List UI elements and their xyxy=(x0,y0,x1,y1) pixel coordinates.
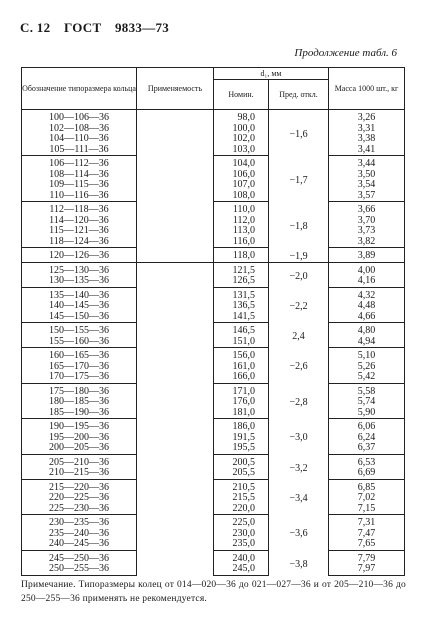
table-note: Примечание. Типоразмеры колец от 014—020—36 до 021—027—36 и от 205—210—36 до 250—255—36 применять не рекомендуется. xyxy=(21,580,406,604)
table-row xyxy=(22,468,405,479)
cell-nominal: 112,0 xyxy=(214,216,269,227)
cell-nominal: 205,5 xyxy=(214,468,269,479)
cell-deviation: −2,2 xyxy=(269,287,329,323)
cell-deviation: −1,7 xyxy=(269,156,329,202)
table-row xyxy=(22,301,405,312)
table-row xyxy=(22,134,405,145)
cell-nominal: 146,5 xyxy=(214,323,269,337)
cell-deviation: −1,8 xyxy=(269,202,329,248)
table-continued-caption: Продолжение табл. 6 xyxy=(294,47,397,59)
cell-designation: 108—114—36 xyxy=(22,170,137,181)
cell-mass: 4,48 xyxy=(329,301,405,312)
cell-designation: 190—195—36 xyxy=(22,419,137,433)
table-row xyxy=(22,145,405,156)
table-row xyxy=(22,515,405,529)
cell-nominal: 131,5 xyxy=(214,287,269,301)
cell-designation: 180—185—36 xyxy=(22,397,137,408)
cell-designation: 110—116—36 xyxy=(22,191,137,202)
cell-nominal: 166,0 xyxy=(214,372,269,383)
cell-mass: 3,54 xyxy=(329,180,405,191)
table-row xyxy=(22,248,405,263)
table-row xyxy=(22,550,405,564)
cell-nominal: 103,0 xyxy=(214,145,269,156)
cell-mass: 3,31 xyxy=(329,124,405,135)
table-row xyxy=(22,156,405,170)
cell-application xyxy=(137,454,214,479)
cell-mass: 3,44 xyxy=(329,156,405,170)
cell-designation: 235—240—36 xyxy=(22,529,137,540)
cell-mass: 4,32 xyxy=(329,287,405,301)
cell-deviation: −1,6 xyxy=(269,110,329,156)
cell-designation: 230—235—36 xyxy=(22,515,137,529)
cell-designation: 200—205—36 xyxy=(22,443,137,454)
table-row xyxy=(22,397,405,408)
cell-mass: 7,02 xyxy=(329,493,405,504)
cell-application xyxy=(137,262,214,287)
table-row xyxy=(22,191,405,202)
cell-application xyxy=(137,419,214,455)
cell-mass: 6,85 xyxy=(329,479,405,493)
cell-mass: 4,16 xyxy=(329,276,405,287)
cell-designation: 240—245—36 xyxy=(22,539,137,550)
header-mass: Масса 1000 шт., кг xyxy=(329,68,405,110)
cell-deviation: −3,4 xyxy=(269,479,329,515)
cell-designation: 225—230—36 xyxy=(22,504,137,515)
cell-deviation: 2,4 xyxy=(269,323,329,348)
cell-nominal: 220,0 xyxy=(214,504,269,515)
table-row xyxy=(22,383,405,397)
cell-nominal: 215,5 xyxy=(214,493,269,504)
table-row xyxy=(22,262,405,276)
cell-designation: 115—121—36 xyxy=(22,226,137,237)
cell-mass: 7,97 xyxy=(329,564,405,575)
cell-nominal: 126,5 xyxy=(214,276,269,287)
cell-mass: 3,50 xyxy=(329,170,405,181)
table-row xyxy=(22,443,405,454)
cell-designation: 120—126—36 xyxy=(22,248,137,263)
cell-mass: 5,74 xyxy=(329,397,405,408)
cell-designation: 145—150—36 xyxy=(22,312,137,323)
cell-designation: 104—110—36 xyxy=(22,134,137,145)
cell-nominal: 181,0 xyxy=(214,408,269,419)
table-row xyxy=(22,237,405,248)
cell-designation: 118—124—36 xyxy=(22,237,137,248)
table-row xyxy=(22,564,405,575)
cell-mass: 5,26 xyxy=(329,362,405,373)
table-row xyxy=(22,408,405,419)
cell-application xyxy=(137,287,214,323)
cell-mass: 4,94 xyxy=(329,337,405,348)
cell-designation: 170—175—36 xyxy=(22,372,137,383)
cell-mass: 3,82 xyxy=(329,237,405,248)
cell-mass: 3,57 xyxy=(329,191,405,202)
cell-nominal: 176,0 xyxy=(214,397,269,408)
cell-nominal: 102,0 xyxy=(214,134,269,145)
cell-designation: 140—145—36 xyxy=(22,301,137,312)
cell-nominal: 195,5 xyxy=(214,443,269,454)
cell-mass: 4,66 xyxy=(329,312,405,323)
cell-nominal: 106,0 xyxy=(214,170,269,181)
cell-designation: 130—135—36 xyxy=(22,276,137,287)
cell-mass: 5,10 xyxy=(329,348,405,362)
cell-designation: 106—112—36 xyxy=(22,156,137,170)
header-application: Применяемость xyxy=(137,68,214,110)
cell-deviation: −2,6 xyxy=(269,348,329,384)
cell-application xyxy=(137,383,214,419)
cell-mass: 5,90 xyxy=(329,408,405,419)
cell-mass: 5,42 xyxy=(329,372,405,383)
cell-nominal: 240,0 xyxy=(214,550,269,564)
cell-nominal: 151,0 xyxy=(214,337,269,348)
cell-mass: 6,24 xyxy=(329,433,405,444)
cell-nominal: 118,0 xyxy=(214,248,269,263)
page-number: С. 12 xyxy=(20,20,51,35)
table-header xyxy=(22,68,405,110)
table-row xyxy=(22,348,405,362)
table-row xyxy=(22,454,405,468)
cell-mass: 5,58 xyxy=(329,383,405,397)
table-row xyxy=(22,312,405,323)
cell-application xyxy=(137,156,214,202)
cell-deviation: −3,0 xyxy=(269,419,329,455)
cell-application xyxy=(137,248,214,263)
cell-nominal: 98,0 xyxy=(214,110,269,124)
cell-application xyxy=(137,515,214,551)
cell-nominal: 136,5 xyxy=(214,301,269,312)
cell-nominal: 104,0 xyxy=(214,156,269,170)
cell-deviation: −3,2 xyxy=(269,454,329,479)
cell-mass: 6,37 xyxy=(329,443,405,454)
cell-designation: 150—155—36 xyxy=(22,323,137,337)
header-deviation: Пред. откл. xyxy=(269,80,329,110)
cell-deviation: −3,6 xyxy=(269,515,329,551)
rings-table xyxy=(21,67,405,576)
cell-nominal: 210,5 xyxy=(214,479,269,493)
standard-number: 9833—73 xyxy=(115,20,170,35)
cell-nominal: 171,0 xyxy=(214,383,269,397)
header-designation: Обозначение типоразмера кольца xyxy=(22,68,137,110)
cell-mass: 3,70 xyxy=(329,216,405,227)
cell-designation: 135—140—36 xyxy=(22,287,137,301)
cell-designation: 160—165—36 xyxy=(22,348,137,362)
cell-designation: 105—111—36 xyxy=(22,145,137,156)
table-row xyxy=(22,337,405,348)
cell-nominal: 121,5 xyxy=(214,262,269,276)
cell-nominal: 186,0 xyxy=(214,419,269,433)
table-row xyxy=(22,276,405,287)
cell-mass: 3,26 xyxy=(329,110,405,124)
cell-deviation: −2,0 xyxy=(269,262,329,287)
cell-mass: 6,06 xyxy=(329,419,405,433)
cell-designation: 210—215—36 xyxy=(22,468,137,479)
cell-nominal: 141,5 xyxy=(214,312,269,323)
cell-designation: 155—160—36 xyxy=(22,337,137,348)
cell-deviation: −1,9 xyxy=(269,248,329,263)
cell-application xyxy=(137,550,214,575)
cell-nominal: 100,0 xyxy=(214,124,269,135)
cell-deviation: −2,8 xyxy=(269,383,329,419)
table-row xyxy=(22,539,405,550)
cell-designation: 109—115—36 xyxy=(22,180,137,191)
cell-deviation: −3,8 xyxy=(269,550,329,575)
cell-application xyxy=(137,202,214,248)
cell-designation: 245—250—36 xyxy=(22,550,137,564)
cell-mass: 7,65 xyxy=(329,539,405,550)
cell-designation: 185—190—36 xyxy=(22,408,137,419)
cell-mass: 3,38 xyxy=(329,134,405,145)
cell-mass: 3,66 xyxy=(329,202,405,216)
table-row xyxy=(22,504,405,515)
cell-nominal: 107,0 xyxy=(214,180,269,191)
cell-mass: 4,00 xyxy=(329,262,405,276)
table-row xyxy=(22,202,405,216)
cell-nominal: 200,5 xyxy=(214,454,269,468)
cell-designation: 100—106—36 xyxy=(22,110,137,124)
cell-mass: 7,31 xyxy=(329,515,405,529)
cell-nominal: 245,0 xyxy=(214,564,269,575)
cell-designation: 125—130—36 xyxy=(22,262,137,276)
table-row xyxy=(22,372,405,383)
cell-mass: 3,73 xyxy=(329,226,405,237)
cell-nominal: 110,0 xyxy=(214,202,269,216)
table-row xyxy=(22,226,405,237)
cell-mass: 7,15 xyxy=(329,504,405,515)
cell-nominal: 156,0 xyxy=(214,348,269,362)
cell-nominal: 113,0 xyxy=(214,226,269,237)
cell-nominal: 191,5 xyxy=(214,433,269,444)
cell-designation: 102—108—36 xyxy=(22,124,137,135)
cell-mass: 3,89 xyxy=(329,248,405,263)
cell-application xyxy=(137,479,214,515)
cell-mass: 4,80 xyxy=(329,323,405,337)
cell-designation: 220—225—36 xyxy=(22,493,137,504)
cell-mass: 6,69 xyxy=(329,468,405,479)
header-d1: d₁, мм xyxy=(214,68,329,80)
cell-nominal: 161,0 xyxy=(214,362,269,373)
cell-nominal: 116,0 xyxy=(214,237,269,248)
table-body xyxy=(22,110,405,576)
cell-application xyxy=(137,348,214,384)
cell-mass: 7,79 xyxy=(329,550,405,564)
table-row xyxy=(22,180,405,191)
cell-application xyxy=(137,110,214,156)
standard-label: ГОСТ xyxy=(63,20,102,35)
page-header xyxy=(20,20,179,36)
cell-mass: 7,47 xyxy=(329,529,405,540)
table-row xyxy=(22,419,405,433)
cell-designation: 165—170—36 xyxy=(22,362,137,373)
header-nominal: Номин. xyxy=(214,80,269,110)
cell-nominal: 230,0 xyxy=(214,529,269,540)
cell-nominal: 108,0 xyxy=(214,191,269,202)
cell-designation: 195—200—36 xyxy=(22,433,137,444)
cell-nominal: 225,0 xyxy=(214,515,269,529)
table-row xyxy=(22,110,405,124)
table-row xyxy=(22,479,405,493)
table-row xyxy=(22,287,405,301)
cell-designation: 175—180—36 xyxy=(22,383,137,397)
table-row xyxy=(22,493,405,504)
cell-nominal: 235,0 xyxy=(214,539,269,550)
cell-mass: 6,53 xyxy=(329,454,405,468)
cell-designation: 250—255—36 xyxy=(22,564,137,575)
table-row xyxy=(22,323,405,337)
cell-application xyxy=(137,323,214,348)
cell-designation: 112—118—36 xyxy=(22,202,137,216)
cell-designation: 205—210—36 xyxy=(22,454,137,468)
cell-designation: 114—120—36 xyxy=(22,216,137,227)
cell-designation: 215—220—36 xyxy=(22,479,137,493)
cell-mass: 3,41 xyxy=(329,145,405,156)
